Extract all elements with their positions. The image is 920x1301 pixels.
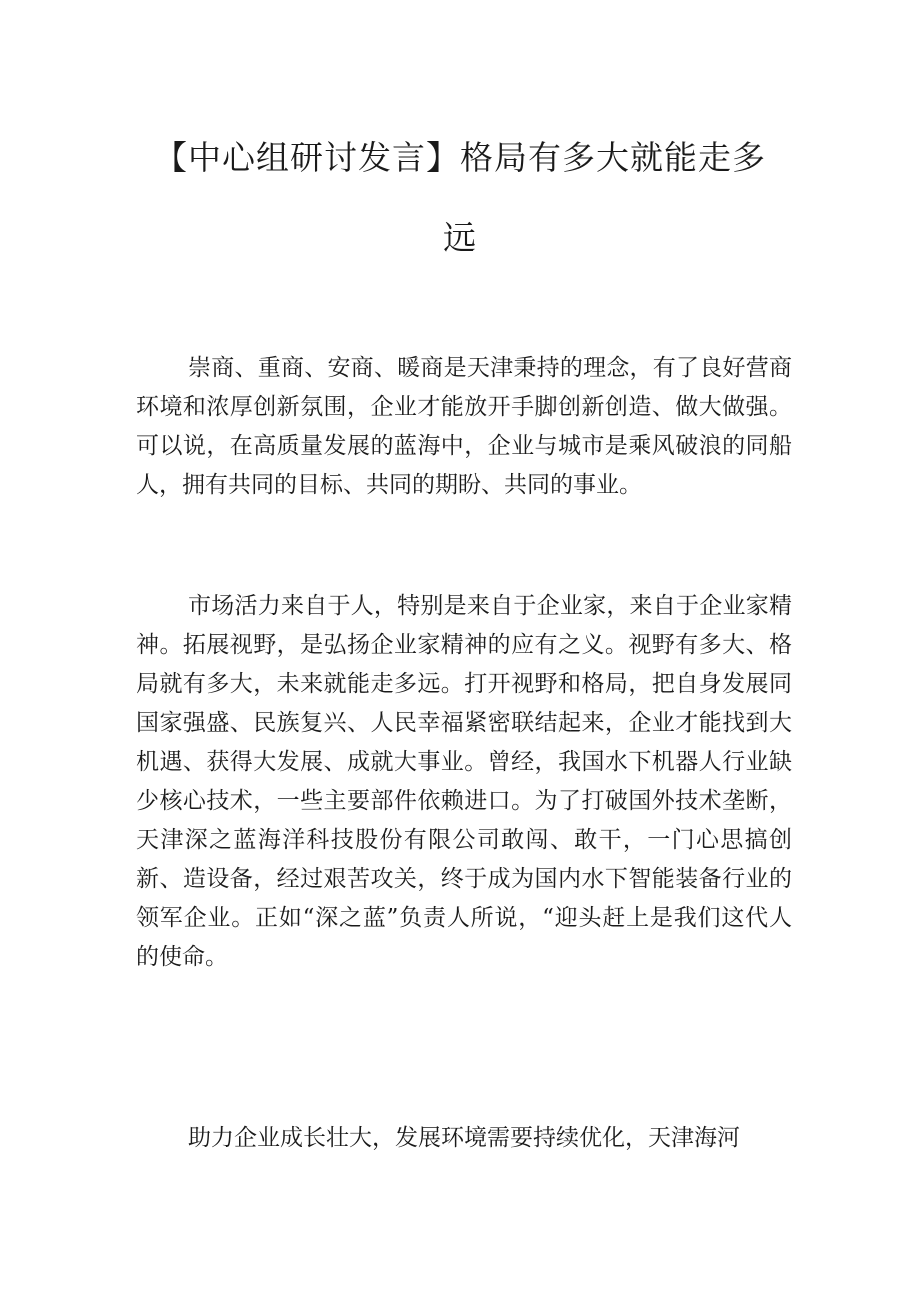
body-paragraph-2: 市场活力来自于人，特别是来自于企业家，来自于企业家精神。拓展视野，是弘扬企业家精神的应有之义。视野有多大、格局就有多大，未来就能走多远。打开视野和格局，把自身发展同国家强盛、民族复兴、人民幸福紧密联结起来，企业才能找到大机遇、获得大发展、成就大事业。曾经，我国水下机器人行业缺少核心技术，一些主要部件依赖进口。为了打破国外技术垄断，天津深之蓝海洋科技股份有限公司敢闯、敢干，一门心思搞创新、造设备，经过艰苦攻关，终于成为国内水下智能装备行业的领军企业。正如“深之蓝”负责人所说，“迎头赶上是我们这代人的使命。 [136,593,792,970]
body-paragraph-1: 崇商、重商、安商、暖商是天津秉持的理念，有了良好营商环境和浓厚创新氛围，企业才能放开手脚创新创造、做大做强。可以说，在高质量发展的蓝海中，企业与城市是乘风破浪的同船人，拥有共同的目标、共同的期盼、共同的事业。 [136,355,792,498]
body-paragraph-3: 助力企业成长壮大，发展环境需要持续优化，天津海河 [188,1125,740,1151]
document-title-line-1: 【中心组研讨发言】格局有多大就能走多 [154,138,766,177]
document-title-line-2: 远 [443,218,477,257]
